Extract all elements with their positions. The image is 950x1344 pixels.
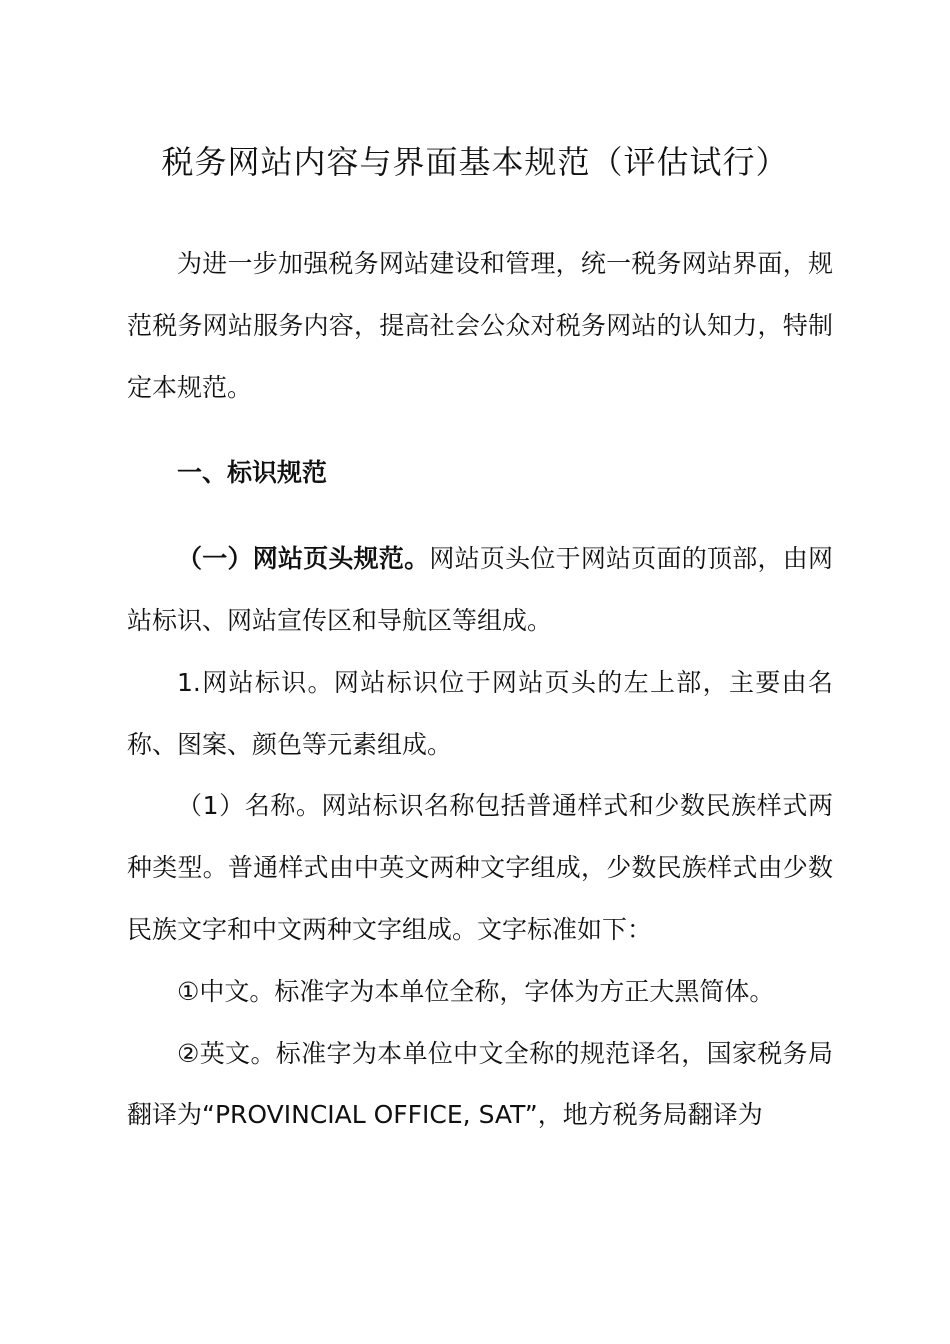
item-paragraph: 1.网站标识。网站标识位于网站页头的左上部，主要由名称、图案、颜色等元素组成。 [127,667,833,759]
intro-paragraph: 为进一步加强税务网站建设和管理，统一税务网站界面，规范税务网站服务内容，提高社会公众对税务网站的认知力，特制定本规范。 [127,249,833,402]
subsection-text: 网站页头位于网站页面的顶部，由网站标识、网站宣传区和导航区等组成。 [127,544,833,635]
document-body [127,233,833,1146]
document-title: 税务网站内容与界面基本规范（评估试行） [161,143,789,181]
spacer [127,504,833,528]
english-standard-paragraph: ②英文。标准字为本单位中文全称的规范译名，国家税务局翻译为“PROVINCIAL OFFICE, SAT”，地方税务局翻译为 [127,1038,833,1130]
chinese-standard-paragraph: ①中文。标准字为本单位全称，字体为方正大黑简体。 [177,976,775,1006]
subitem-paragraph: （1）名称。网站标识名称包括普通样式和少数民族样式两种类型。普通样式由中英文两种文字组成，少数民族样式由少数民族文字和中文两种文字组成。文字标准如下： [127,791,833,944]
spacer [127,418,833,442]
section-heading: 一、标识规范 [177,458,328,488]
subsection-paragraph [127,528,833,652]
subsection-heading: （一）网站页头规范。 [177,544,430,574]
